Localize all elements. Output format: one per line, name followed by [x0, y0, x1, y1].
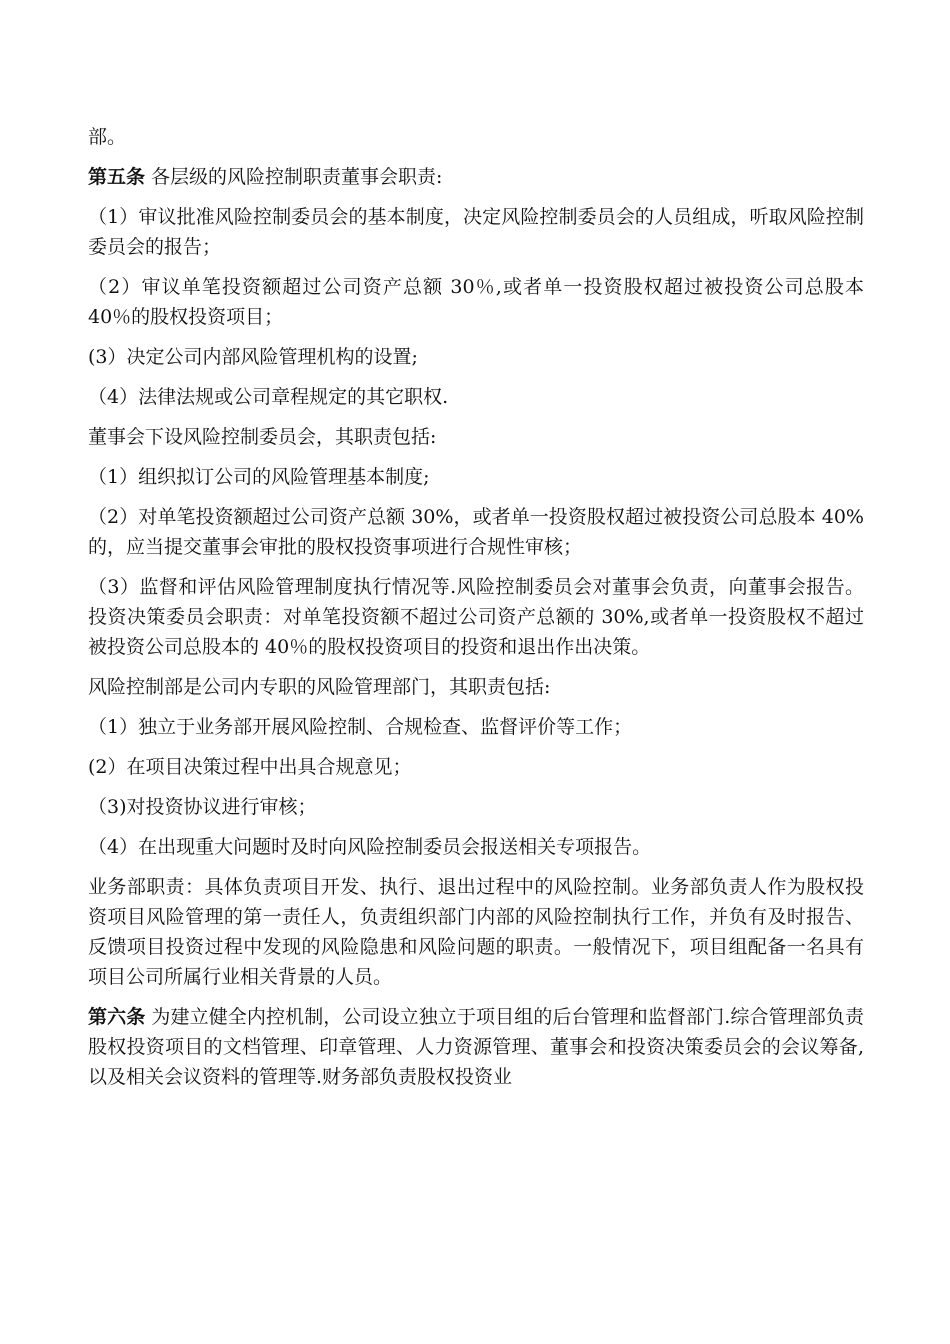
- paragraph-14: [88, 832, 864, 862]
- paragraph-10: [88, 672, 864, 702]
- paragraph-8: [88, 502, 864, 562]
- paragraph-3: [88, 272, 864, 332]
- paragraph-text: （2）对单笔投资额超过公司资产总额 30%，或者单一投资股权超过被投资公司总股本 40%的，应当提交董事会审批的股权投资事项进行合规性审核；: [88, 506, 864, 558]
- paragraph-15: [88, 872, 864, 992]
- article-5-heading: [88, 162, 864, 192]
- paragraph-13: [88, 792, 864, 822]
- paragraph-text: （4）法律法规或公司章程规定的其它职权.: [88, 386, 449, 408]
- paragraph-text: (3）决定公司内部风险管理机构的设置;: [88, 346, 418, 368]
- paragraph-12: [88, 752, 864, 782]
- paragraph-text: 业务部职责：具体负责项目开发、执行、退出过程中的风险控制。业务部负责人作为股权投资项目风险管理的第一责任人，负责组织部门内部的风险控制执行工作，并负有及时报告、反馈项目投资过程中发现的风险隐患和风险问题的职责。一般情况下，项目组配备一名具有项目公司所属行业相关背景的人员。: [88, 876, 864, 988]
- article-number: 第六条: [88, 1006, 146, 1028]
- paragraph-text: 为建立健全内控机制，公司设立独立于项目组的后台管理和监督部门.综合管理部负责股权投资项目的文档管理、印章管理、人力资源管理、董事会和投资决策委员会的会议筹备,以及相关会议资料的管理等.财务部负责股权投资业: [88, 1006, 864, 1088]
- document-body: [88, 122, 864, 1102]
- paragraph-text: （4）在出现重大问题时及时向风险控制委员会报送相关专项报告。: [88, 836, 652, 858]
- paragraph-text: （1）组织拟订公司的风险管理基本制度;: [88, 466, 430, 488]
- paragraph-11: [88, 712, 864, 742]
- paragraph-0: [88, 122, 864, 152]
- paragraph-text: （3）监督和评估风险管理制度执行情况等.风险控制委员会对董事会负责，向董事会报告。投资决策委员会职责：对单笔投资额不超过公司资产总额的 30%,或者单一投资股权不超过被投资公司总股本的 40％的股权投资项目的投资和退出作出决策。: [88, 576, 864, 658]
- paragraph-text: （1）独立于业务部开展风险控制、合规检查、监督评价等工作；: [88, 716, 633, 738]
- paragraph-text: 风险控制部是公司内专职的风险管理部门，其职责包括:: [88, 676, 551, 698]
- paragraph-text: （3)对投资协议进行审核；: [88, 796, 317, 818]
- article-6-heading: [88, 1002, 864, 1092]
- paragraph-text: 部。: [88, 126, 127, 148]
- paragraph-text: 董事会下设风险控制委员会，其职责包括:: [88, 426, 437, 448]
- paragraph-2: [88, 202, 864, 262]
- paragraph-text: （1）审议批准风险控制委员会的基本制度，决定风险控制委员会的人员组成，听取风险控制委员会的报告；: [88, 206, 864, 258]
- paragraph-text: 各层级的风险控制职责董事会职责:: [145, 166, 443, 188]
- paragraph-4: [88, 342, 864, 372]
- paragraph-5: [88, 382, 864, 412]
- paragraph-6: [88, 422, 864, 452]
- article-number: 第五条: [88, 166, 146, 188]
- paragraph-7: [88, 462, 864, 492]
- paragraph-text: （2）审议单笔投资额超过公司资产总额 30％,或者单一投资股权超过被投资公司总股本 40％的股权投资项目；: [88, 276, 864, 328]
- paragraph-text: (2）在项目决策过程中出具合规意见；: [88, 756, 412, 778]
- paragraph-9: [88, 572, 864, 662]
